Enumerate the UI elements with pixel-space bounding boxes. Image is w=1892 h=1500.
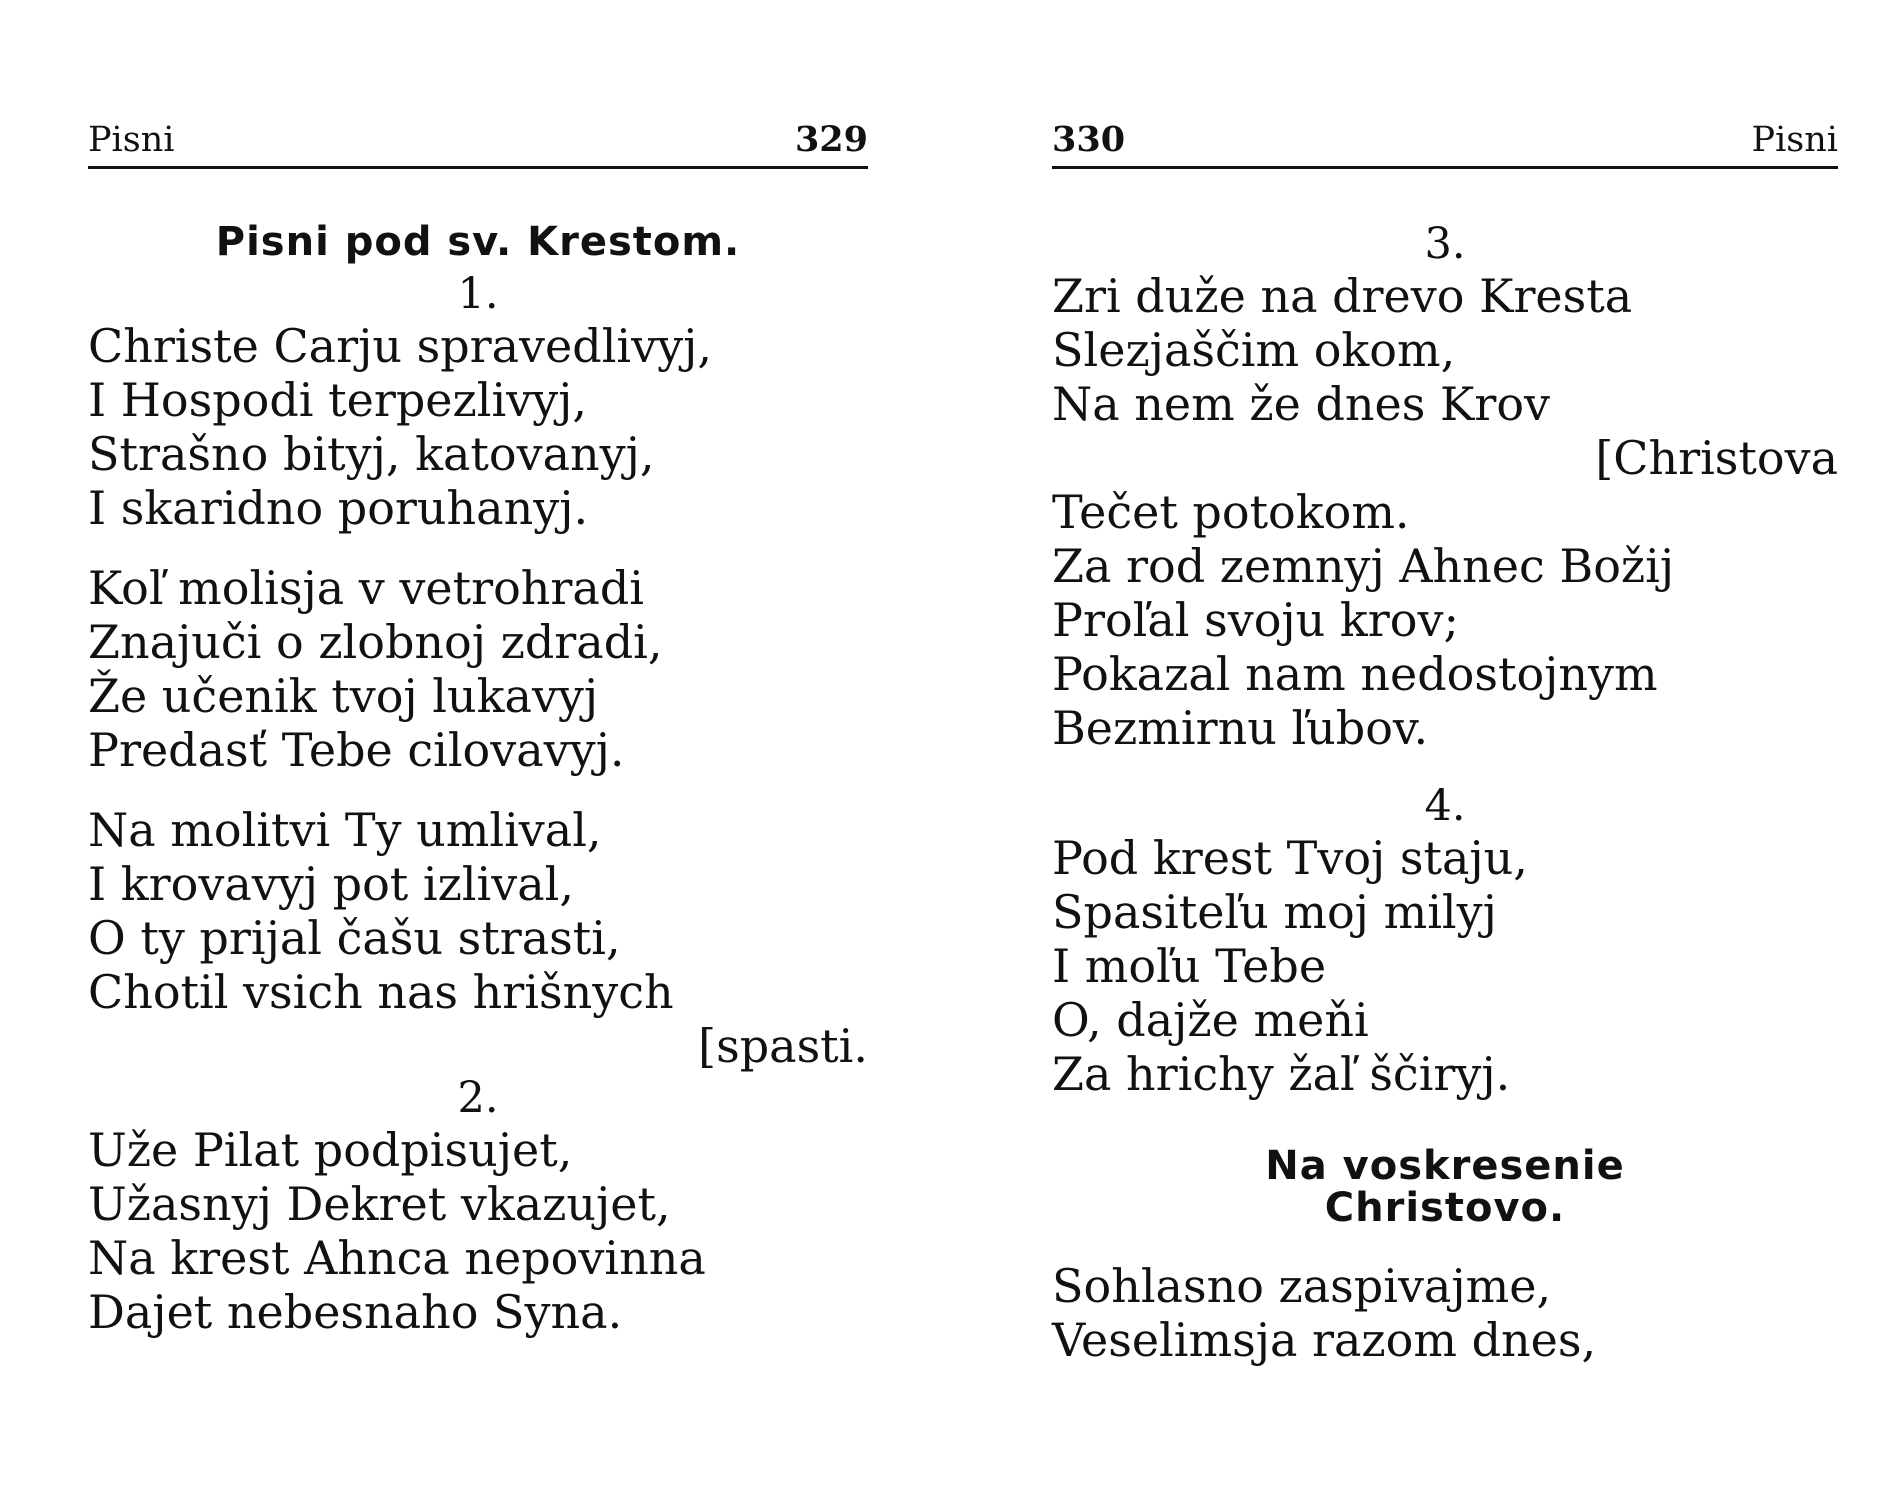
verse-line: Na molitvi Ty umlival, — [88, 803, 602, 857]
verse-line: Strašno bityj, katovanyj, — [88, 427, 655, 481]
stanza-1 — [88, 269, 868, 535]
verse-line: Dajet nebesnaho Syna. — [88, 1285, 623, 1339]
verse-line: Slezjaščim okom, — [1052, 323, 1456, 377]
verse-line: O, dajže meňi — [1052, 993, 1369, 1047]
stanza-3 — [1052, 219, 1838, 755]
page-number: 330 — [1052, 119, 1126, 160]
right-page — [1052, 110, 1838, 1367]
verse-line: Na nem že dnes Krov — [1052, 377, 1551, 431]
verse-line: Za rod zemnyj Ahnec Božij — [1052, 539, 1675, 593]
section-title-line: Na voskresenie — [1265, 1143, 1625, 1189]
verse-line: Bezmirnu ľubov. — [1052, 701, 1429, 755]
verse-line: Sohlasno zaspivajme, — [1052, 1259, 1552, 1313]
verse-line: Uže Pilat podpisujet, — [88, 1123, 573, 1177]
verse-line: Chotil vsich nas hrišnych — [88, 965, 674, 1019]
verse-line: Veselimsja razom dnes, — [1052, 1313, 1597, 1367]
stanza-2 — [88, 1073, 868, 1339]
section-title — [1052, 1145, 1838, 1229]
stanza-number: 2. — [457, 1073, 499, 1123]
stanza-closing — [1052, 1259, 1838, 1367]
section-title-line: Christovo. — [1324, 1185, 1566, 1231]
verse-line: I Hospodi terpezlivyj, — [88, 373, 588, 427]
verse-line: Za hrichy žaľ ščiryj. — [1052, 1047, 1511, 1101]
verse-runover: [spasti. — [698, 1019, 868, 1073]
verse-line: Pod krest Tvoj staju, — [1052, 831, 1528, 885]
stanza-number: 4. — [1424, 781, 1466, 831]
page-number: 329 — [794, 119, 868, 160]
stanza-number: 3. — [1424, 219, 1466, 269]
stanza-1b — [88, 561, 868, 777]
section-title: Pisni pod sv. Krestom. — [215, 219, 741, 265]
verse-line: Znajuči o zlobnoj zdradi, — [88, 615, 663, 669]
running-head-right — [1052, 110, 1838, 169]
verse-runover: [Christova — [1595, 431, 1838, 485]
verse-line: Spasiteľu moj milyj — [1052, 885, 1497, 939]
running-head-title: Pisni — [88, 120, 175, 160]
verse-line: Predasť Tebe cilovavyj. — [88, 723, 625, 777]
left-page — [88, 110, 868, 1339]
verse-line: Na krest Ahnca nepovinna — [88, 1231, 706, 1285]
verse-line: Proľal svoju krov; — [1052, 593, 1459, 647]
verse-line: Užasnyj Dekret vkazujet, — [88, 1177, 671, 1231]
stanza-number: 1. — [457, 269, 499, 319]
stanza-4 — [1052, 781, 1838, 1101]
verse-line: I skaridno poruhanyj. — [88, 481, 589, 535]
running-head-title: Pisni — [1751, 120, 1838, 160]
verse-line: O ty prijal čašu strasti, — [88, 911, 621, 965]
verse-line: Christe Carju spravedlivyj, — [88, 319, 712, 373]
verse-line: Že učenik tvoj lukavyj — [88, 669, 599, 723]
verse-line: Tečet potokom. — [1052, 485, 1410, 539]
verse-line: I krovavyj pot izlival, — [88, 857, 574, 911]
verse-line: I moľu Tebe — [1052, 939, 1327, 993]
running-head-left — [88, 110, 868, 169]
verse-line: Koľ molisja v vetrohradi — [88, 561, 644, 615]
verse-line: Zri duže na drevo Kresta — [1052, 269, 1633, 323]
verse-line: Pokazal nam nedostojnym — [1052, 647, 1658, 701]
stanza-1c — [88, 803, 868, 1073]
